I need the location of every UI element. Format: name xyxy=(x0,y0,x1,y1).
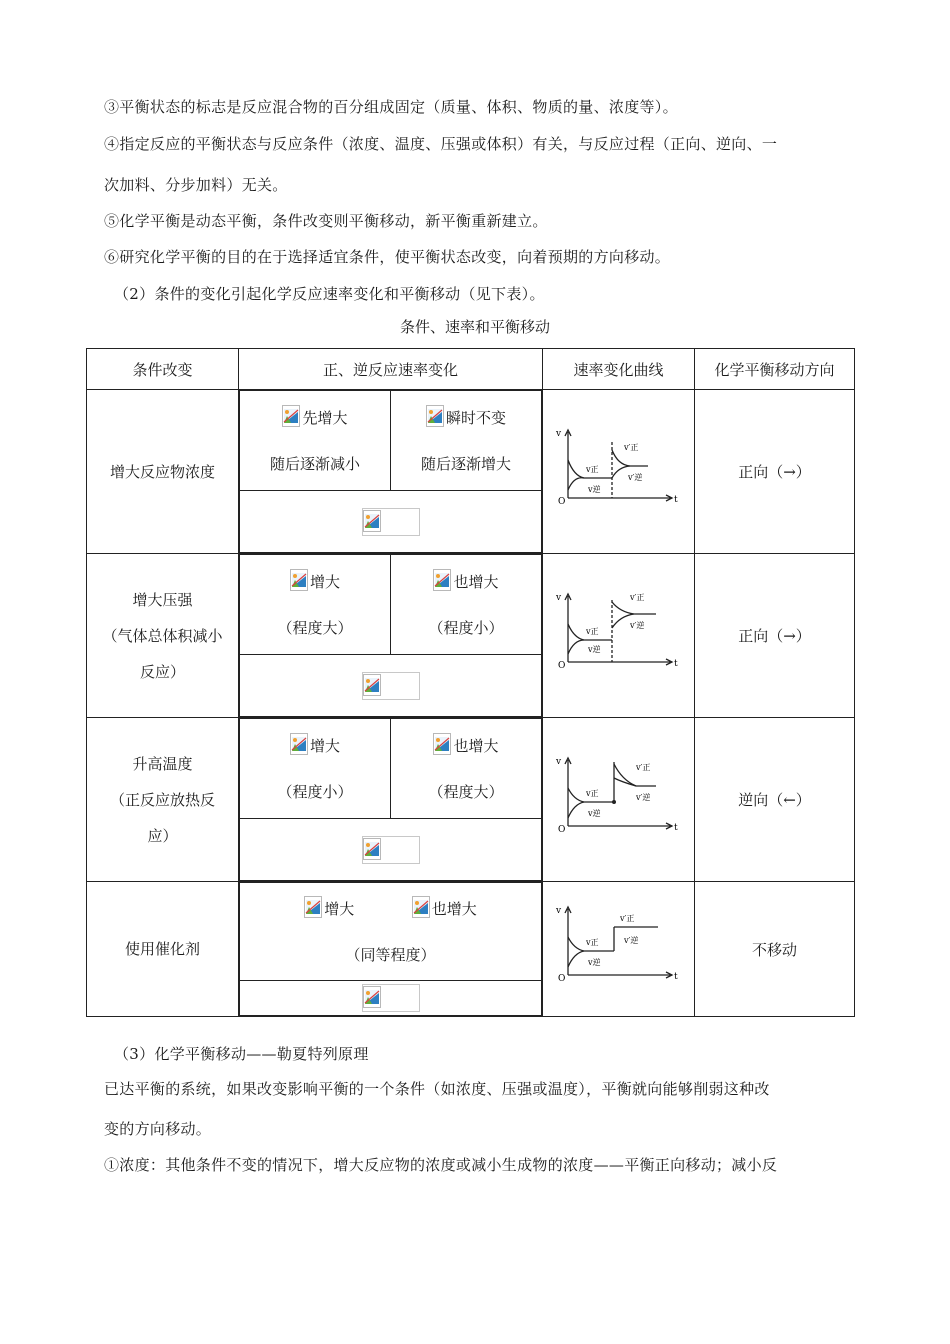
rate-curve-cell xyxy=(543,390,695,554)
rate-change-cell: 先增大 随后逐渐减小 瞬时不变 随后逐渐增大 xyxy=(239,390,543,554)
paragraph-3: ③平衡状态的标志是反应混合物的百分组成固定（质量、体积、物质的量、浓度等）。 xyxy=(104,98,678,116)
condition-cell: 增大压强 （气体总体积减小 反应） xyxy=(87,554,239,718)
direction-cell: 正向（→） xyxy=(695,554,855,718)
svg-text:O: O xyxy=(557,974,565,984)
principle-line2: 变的方向移动。 xyxy=(104,1120,212,1138)
image-placeholder-icon xyxy=(290,569,308,591)
header-rate-curve: 速率变化曲线 xyxy=(543,349,695,390)
image-placeholder xyxy=(362,508,420,536)
svg-text:O: O xyxy=(557,496,565,507)
direction-cell: 不移动 xyxy=(695,882,855,1017)
svg-text:O: O xyxy=(557,824,565,835)
direction-cell: 逆向（←） xyxy=(695,718,855,882)
svg-text:t: t xyxy=(673,822,678,833)
svg-text:v正: v正 xyxy=(585,464,599,474)
svg-text:v逆: v逆 xyxy=(587,644,601,654)
section-3-heading: （3）化学平衡移动——勒夏特列原理 xyxy=(114,1045,369,1063)
principle-line1: 已达平衡的系统，如果改变影响平衡的一个条件（如浓度、压强或温度），平衡就向能够削弱这种改 xyxy=(104,1080,770,1098)
svg-text:v′逆: v′逆 xyxy=(627,472,642,482)
table-row xyxy=(87,554,855,718)
rate-curve-cell xyxy=(543,718,695,882)
image-placeholder-icon xyxy=(290,733,308,755)
svg-text:v正: v正 xyxy=(585,788,599,798)
image-placeholder xyxy=(362,672,420,700)
svg-text:v′逆: v′逆 xyxy=(629,620,644,630)
svg-text:t: t xyxy=(673,658,678,669)
svg-text:v′正: v′正 xyxy=(619,914,634,923)
table-caption: 条件、速率和平衡移动 xyxy=(399,318,550,336)
image-placeholder-icon xyxy=(433,569,451,591)
condition-cell: 使用催化剂 xyxy=(87,882,239,1017)
image-placeholder-icon xyxy=(363,838,381,860)
header-shift-direction: 化学平衡移动方向 xyxy=(695,349,855,390)
image-placeholder-icon xyxy=(304,896,322,918)
rate-curve-graph xyxy=(544,748,694,848)
direction-cell: 正向（→） xyxy=(695,390,855,554)
image-placeholder-icon xyxy=(363,986,381,1008)
svg-text:v′逆: v′逆 xyxy=(623,936,638,945)
svg-text:v逆: v逆 xyxy=(587,484,601,494)
rate-curve-cell xyxy=(543,554,695,718)
image-placeholder-icon xyxy=(363,510,381,532)
svg-text:v: v xyxy=(555,756,561,767)
table-row xyxy=(87,718,855,882)
svg-text:v′逆: v′逆 xyxy=(635,792,650,802)
svg-text:v′正: v′正 xyxy=(623,442,638,452)
table-row xyxy=(87,882,855,1017)
condition-cell: 升高温度 （正反应放热反 应） xyxy=(87,718,239,882)
rate-curve-graph xyxy=(544,584,694,684)
svg-text:v′正: v′正 xyxy=(629,592,644,602)
svg-text:v: v xyxy=(555,428,561,439)
rate-curve-cell xyxy=(543,882,695,1017)
condition-rate-table xyxy=(86,348,855,1017)
paragraph-4-line1: ④指定反应的平衡状态与反应条件（浓度、温度、压强或体积）有关，与反应过程（正向、逆向、一 xyxy=(104,135,778,153)
condition-cell: 增大反应物浓度 xyxy=(87,390,239,554)
svg-text:t: t xyxy=(673,494,678,505)
svg-text:t: t xyxy=(673,972,678,982)
item-1: ①浓度：其他条件不变的情况下，增大反应物的浓度或减小生成物的浓度——平衡正向移动；减小反 xyxy=(104,1156,778,1174)
svg-text:O: O xyxy=(557,660,565,671)
svg-text:v: v xyxy=(555,592,561,603)
image-placeholder-icon xyxy=(363,674,381,696)
image-placeholder-icon xyxy=(426,405,444,427)
image-placeholder xyxy=(362,984,420,1012)
rate-change-cell: 增大 （程度大） 也增大 （程度小） xyxy=(239,554,543,718)
svg-text:v正: v正 xyxy=(585,938,599,947)
header-rate-change: 正、逆反应速率变化 xyxy=(239,349,543,390)
paragraph-4-line2: 次加料、分步加料）无关。 xyxy=(104,176,288,194)
rate-curve-graph xyxy=(544,420,694,520)
table-row xyxy=(87,390,855,554)
header-condition: 条件改变 xyxy=(87,349,239,390)
rate-change-cell: 增大 （程度小） 也增大 （程度大） xyxy=(239,718,543,882)
paragraph-6: ⑥研究化学平衡的目的在于选择适宜条件，使平衡状态改变，向着预期的方向移动。 xyxy=(104,248,671,266)
rate-change-cell: 增大 也增大 （同等程度） xyxy=(239,882,543,1017)
svg-text:v′正: v′正 xyxy=(635,762,650,772)
image-placeholder-icon xyxy=(433,733,451,755)
image-placeholder-icon xyxy=(282,405,300,427)
svg-text:v逆: v逆 xyxy=(587,958,601,967)
rate-curve-graph xyxy=(544,897,694,997)
section-2-heading: （2）条件的变化引起化学反应速率变化和平衡移动（见下表）。 xyxy=(114,285,545,303)
image-placeholder xyxy=(362,836,420,864)
paragraph-5: ⑤化学平衡是动态平衡，条件改变则平衡移动，新平衡重新建立。 xyxy=(104,212,548,230)
svg-text:v逆: v逆 xyxy=(587,808,601,818)
image-placeholder-icon xyxy=(412,896,430,918)
svg-text:v: v xyxy=(555,906,561,916)
svg-text:v正: v正 xyxy=(585,626,599,636)
